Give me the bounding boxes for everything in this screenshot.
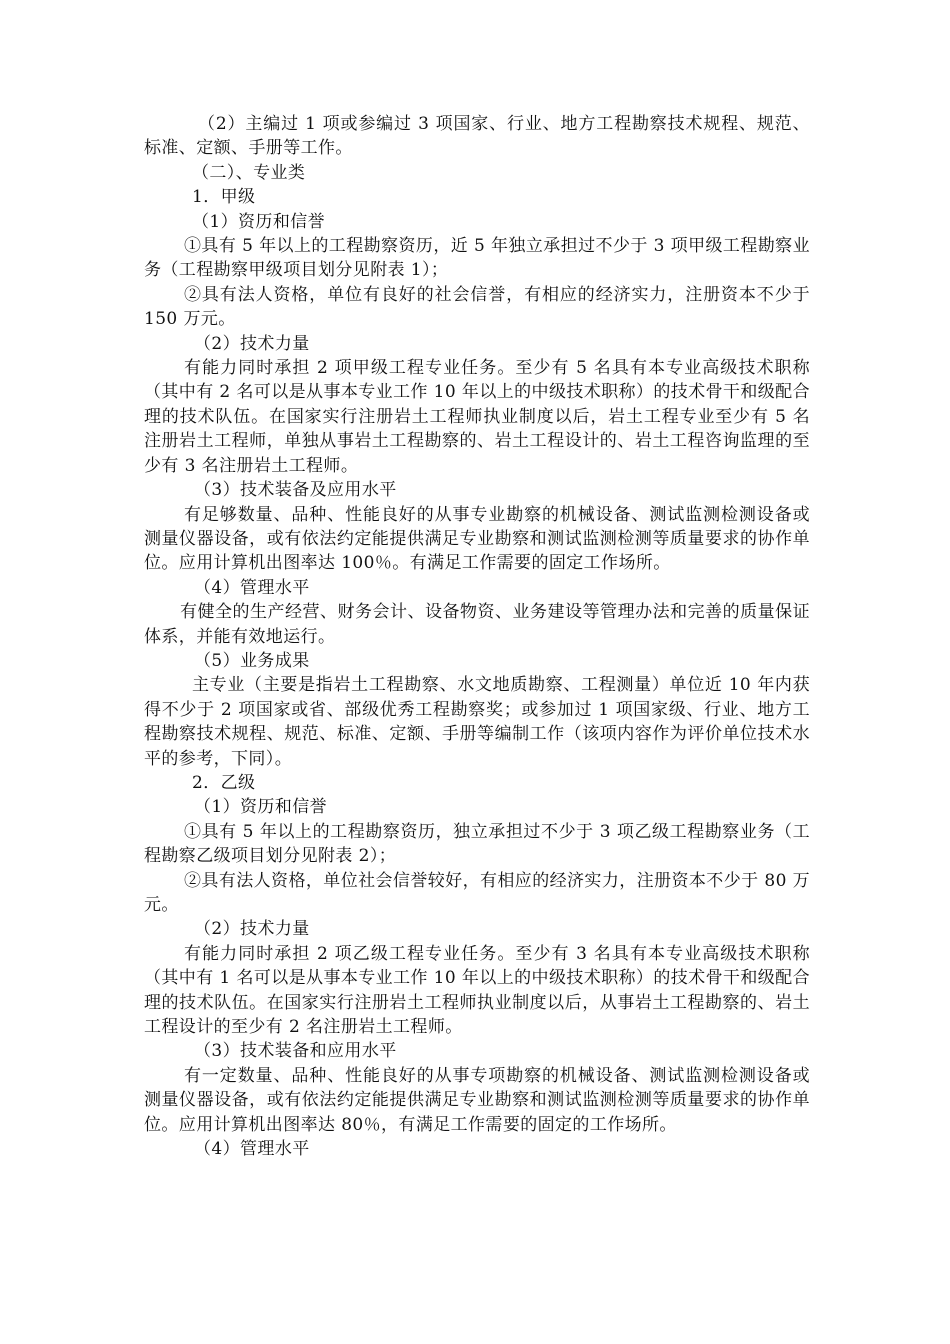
- paragraph: （2）主编过 1 项或参编过 3 项国家、行业、地方工程勘察技术规程、规范、标准、定额、手册等工作。: [144, 114, 810, 159]
- paragraph: 有能力同时承担 2 项甲级工程专业任务。至少有 5 名具有本专业高级技术职称（其中有 2 名可以是从事本专业工作 10 年以上的中级技术职称）的技术骨干和级配合理的技术队伍。在国家实行注册岩土工程师执业制度以后，岩土工程专业至少有 5 名注册岩土工程师，单独从事岩土工程勘察的、岩土工程设计的、岩土工程咨询监理的至少有 3 名注册岩土工程师。: [144, 358, 810, 476]
- paragraph: 有一定数量、品种、性能良好的从事专项勘察的机械设备、测试监测检测设备或测量仪器设备，或有依法约定能提供满足专业勘察和测试监测检测等质量要求的协作单位。应用计算机出图率达 80％，有满足工作需要的固定的工作场所。: [144, 1065, 810, 1135]
- subsection-heading: （3）技术装备和应用水平: [194, 1041, 397, 1062]
- subsection-heading: （2）技术力量: [194, 333, 310, 354]
- paragraph: 主专业（主要是指岩土工程勘察、水文地质勘察、工程测量）单位近 10 年内获得不少于 2 项国家或省、部级优秀工程勘察奖；或参加过 1 项国家级、行业、地方工程勘察技术规程、规范、标准、定额、手册等编制工作（该项内容作为评价单位技术水平的参考，下同）。: [144, 675, 810, 769]
- document-body: [144, 112, 810, 1161]
- subsection-heading: （4）管理水平: [194, 1139, 310, 1160]
- grade-heading: 2．乙级: [192, 772, 256, 793]
- subsection-heading: （1）资历和信誉: [192, 211, 326, 232]
- paragraph: ②具有法人资格，单位社会信誉较好，有相应的经济实力，注册资本不少于 80 万元。: [144, 870, 810, 915]
- paragraph: ①具有 5 年以上的工程勘察资历，近 5 年独立承担过不少于 3 项甲级工程勘察业务（工程勘察甲级项目划分见附表 1）；: [144, 236, 810, 281]
- subsection-heading: （5）业务成果: [194, 650, 310, 671]
- subsection-heading: （4）管理水平: [194, 577, 310, 598]
- section-heading: （二）、专业类: [192, 162, 306, 183]
- paragraph: ②具有法人资格，单位有良好的社会信誉，有相应的经济实力，注册资本不少于 150 万元。: [144, 284, 810, 330]
- paragraph: ①具有 5 年以上的工程勘察资历，独立承担过不少于 3 项乙级工程勘察业务（工程勘察乙级项目划分见附表 2）；: [144, 821, 810, 867]
- subsection-heading: （3）技术装备及应用水平: [194, 480, 397, 501]
- paragraph: 有健全的生产经营、财务会计、设备物资、业务建设等管理办法和完善的质量保证体系，并能有效地运行。: [144, 602, 810, 647]
- paragraph: 有能力同时承担 2 项乙级工程专业任务。至少有 3 名具有本专业高级技术职称（其中有 1 名可以是从事本专业工作 10 年以上的中级技术职称）的技术骨干和级配合理的技术队伍。在国家实行注册岩土工程师执业制度以后，从事岩土工程勘察的、岩土工程设计的至少有 2 名注册岩土工程师。: [144, 943, 810, 1038]
- paragraph: 有足够数量、品种、性能良好的从事专业勘察的机械设备、测试监测检测设备或测量仪器设备，或有依法约定能提供满足专业勘察和测试监测检测等质量要求的协作单位。应用计算机出图率达 100％。有满足工作需要的固定工作场所。: [144, 504, 810, 574]
- subsection-heading: （2）技术力量: [194, 919, 310, 940]
- subsection-heading: （1）资历和信誉: [194, 797, 328, 818]
- grade-heading: 1．甲级: [192, 187, 256, 208]
